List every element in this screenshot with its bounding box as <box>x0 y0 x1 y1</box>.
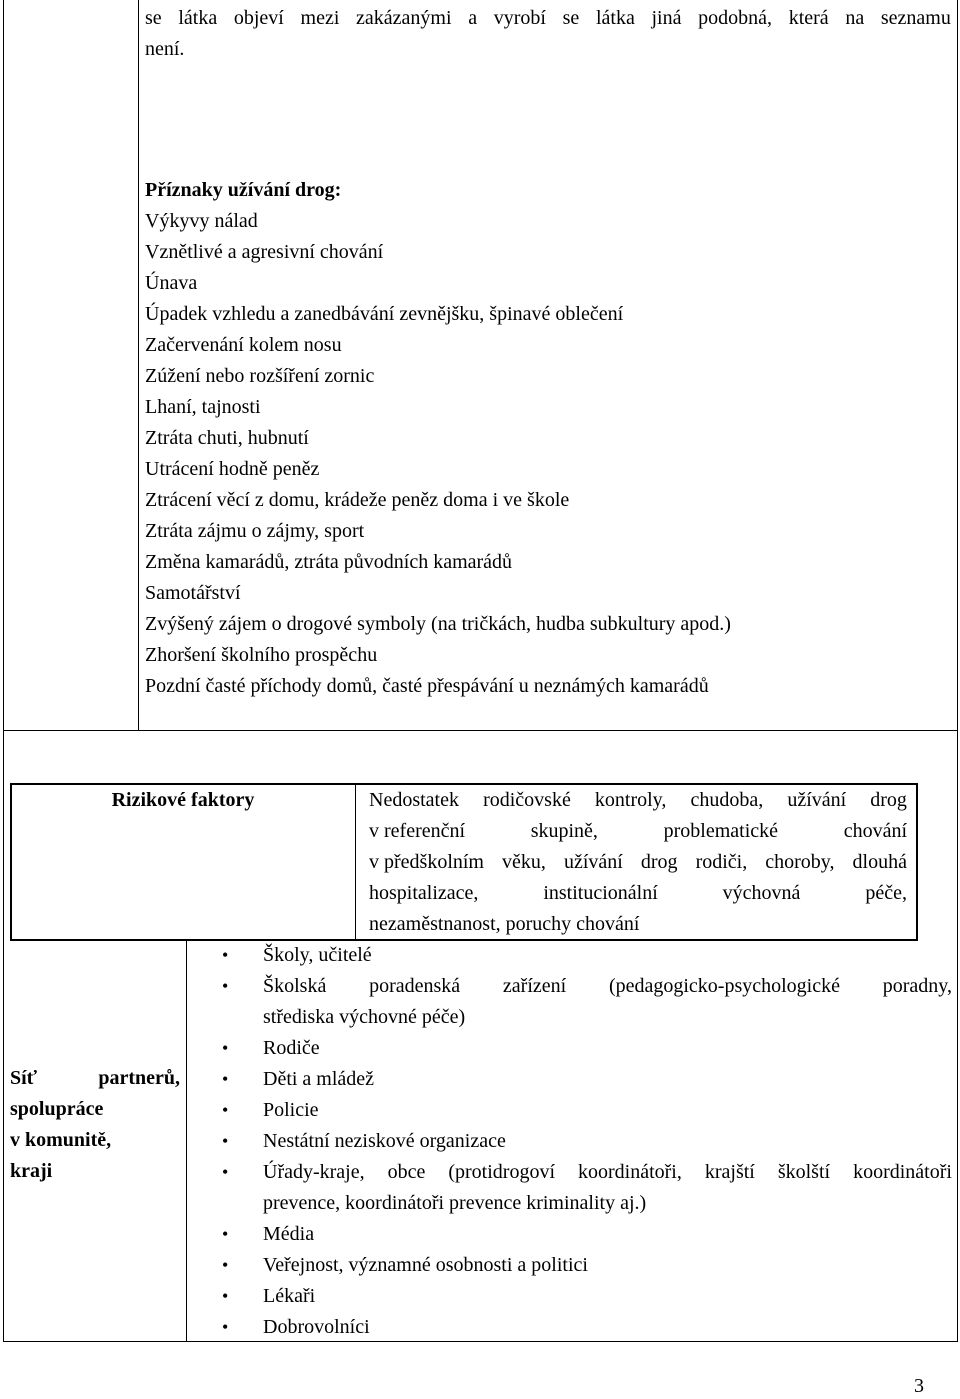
word: zakázanými <box>356 7 452 29</box>
partner-item <box>222 1219 952 1250</box>
word: choroby, <box>765 851 835 873</box>
word: institucionální <box>543 882 658 904</box>
risk-factors-line <box>369 847 907 878</box>
symptom-item: Lhaní, tajnosti <box>145 396 261 418</box>
network-label-line: v komunitě, <box>10 1129 112 1151</box>
lower-table-border-right <box>957 731 958 1342</box>
table-row-divider <box>3 730 958 731</box>
partner-item <box>222 1033 952 1064</box>
symptom-item: Změna kamarádů, ztráta původních kamarádů <box>145 551 513 573</box>
symptom-item: Ztrácení věcí z domu, krádeže peněz doma i ve škole <box>145 489 570 511</box>
symptom-item: Ztráta chuti, hubnutí <box>145 427 309 449</box>
intro-line-1 <box>145 3 951 34</box>
bullet-icon: • <box>222 1224 229 1244</box>
symptom-item: Ztráta zájmu o zájmy, sport <box>145 520 365 542</box>
risk-factors-text <box>369 785 907 940</box>
partner-item <box>222 1095 952 1126</box>
word: zařízení <box>502 975 567 997</box>
symptom-item: Úpadek vzhledu a zanedbávání zevnějšku, špinavé oblečení <box>145 303 624 325</box>
network-label <box>10 1063 180 1187</box>
partner-item-line: Rodiče <box>263 1037 320 1059</box>
word: drog <box>640 851 678 873</box>
risk-factors-line <box>369 785 907 816</box>
partner-item-line: Veřejnost, významné osobnosti a politici <box>263 1254 588 1276</box>
bullet-icon: • <box>222 945 229 965</box>
partner-item <box>222 1157 952 1219</box>
bullet-icon: • <box>222 1069 229 1089</box>
bullet-icon: • <box>222 1317 229 1337</box>
word: skupině, <box>530 820 598 842</box>
word: mezi <box>300 7 340 29</box>
symptom-item: Vznětlivé a agresivní chování <box>145 241 384 263</box>
risk-factors-line <box>369 878 907 909</box>
bullet-icon: • <box>222 1286 229 1306</box>
partner-item-line <box>263 1157 952 1188</box>
bullet-icon: • <box>222 976 229 996</box>
word: vyrobí <box>493 7 546 29</box>
word: chudoba, <box>690 789 764 811</box>
partner-item-line: Média <box>263 1223 315 1245</box>
symptom-item: Utrácení hodně peněz <box>145 458 320 480</box>
word: koordinátoři, <box>578 1161 682 1183</box>
table-border-left <box>3 0 4 731</box>
network-column-divider <box>186 941 187 1342</box>
symptoms-list <box>145 206 731 702</box>
partner-item-line: Děti a mládež <box>263 1068 375 1090</box>
symptom-item: Pozdní časté příchody domů, časté přespávání u neznámých kamarádů <box>145 675 709 697</box>
bullet-icon: • <box>222 1162 229 1182</box>
network-label-line: spolupráce <box>10 1098 104 1120</box>
partner-item <box>222 971 952 1033</box>
word: Síť <box>10 1067 38 1089</box>
table-column-divider <box>138 0 139 731</box>
bullet-icon: • <box>222 1131 229 1151</box>
word: hospitalizace, <box>369 882 479 904</box>
risk-factors-label: Rizikové faktory <box>111 789 255 811</box>
word: seznamu <box>880 7 951 29</box>
partner-item-line: prevence, koordinátoři prevence kriminality aj.) <box>263 1192 647 1214</box>
risk-factors-line <box>369 816 907 847</box>
word: (protidrogoví <box>448 1161 556 1183</box>
word: rodiči, <box>695 851 748 873</box>
word: poradny, <box>882 975 952 997</box>
bullet-icon: • <box>222 1038 229 1058</box>
intro-line-2: není. <box>145 38 185 60</box>
partner-item-line: střediska výchovné péče) <box>263 1006 466 1028</box>
word: se <box>562 7 580 29</box>
lower-table-border-left <box>3 731 4 1342</box>
word: látka <box>595 7 635 29</box>
word: partnerů, <box>98 1067 180 1089</box>
word: na <box>845 7 865 29</box>
page-number: 3 <box>914 1375 924 1397</box>
partner-item-line: Nestátní neziskové organizace <box>263 1130 506 1152</box>
word: Nedostatek <box>369 789 459 811</box>
word: Školská <box>263 975 327 997</box>
partner-item-line: Dobrovolníci <box>263 1316 370 1338</box>
symptom-item: Začervenání kolem nosu <box>145 334 342 356</box>
network-label-line: kraji <box>10 1160 53 1182</box>
word: objeví <box>233 7 284 29</box>
word: užívání <box>787 789 847 811</box>
partner-item <box>222 1281 952 1312</box>
word: rodičovské <box>483 789 571 811</box>
partner-item-line <box>263 971 952 1002</box>
word: chování <box>843 820 907 842</box>
word: výchovná <box>722 882 801 904</box>
table-border-right <box>957 0 958 731</box>
word: věku, <box>502 851 546 873</box>
word: problematické <box>663 820 779 842</box>
partner-item <box>222 940 952 971</box>
partner-item-line: Lékaři <box>263 1285 316 1307</box>
word: a <box>468 7 478 29</box>
word: obce <box>387 1161 426 1183</box>
word: v předškolním <box>369 851 484 873</box>
word: užívání <box>563 851 623 873</box>
word: podobná, <box>698 7 773 29</box>
partner-item <box>222 1312 952 1343</box>
word: kontroly, <box>594 789 667 811</box>
partner-item <box>222 1064 952 1095</box>
network-label-line <box>10 1063 180 1094</box>
word: poradenská <box>369 975 461 997</box>
word: péče, <box>865 882 907 904</box>
word: koordinátoři <box>853 1161 952 1183</box>
word: krajští <box>704 1161 755 1183</box>
bullet-icon: • <box>222 1100 229 1120</box>
word: školští <box>777 1161 831 1183</box>
partners-list <box>222 940 952 1343</box>
word: dlouhá <box>852 851 907 873</box>
symptom-item: Výkyvy nálad <box>145 210 258 232</box>
word: jiná <box>651 7 682 29</box>
intro-paragraph <box>145 3 951 65</box>
word: látka <box>178 7 218 29</box>
partner-item <box>222 1250 952 1281</box>
risk-factors-line: nezaměstnanost, poruchy chování <box>369 913 640 935</box>
symptoms-heading: Příznaky užívání drog: <box>145 179 342 201</box>
word: drog <box>870 789 907 811</box>
partner-item-line: Policie <box>263 1099 319 1121</box>
partner-item <box>222 1126 952 1157</box>
bullet-icon: • <box>222 1255 229 1275</box>
partner-item-line: Školy, učitelé <box>263 944 372 966</box>
symptom-item: Zúžení nebo rozšíření zornic <box>145 365 375 387</box>
symptom-item: Samotářství <box>145 582 241 604</box>
word: která <box>788 7 829 29</box>
word: v referenční <box>369 820 466 842</box>
word: (pedagogicko-psychologické <box>608 975 840 997</box>
symptom-item: Únava <box>145 272 198 294</box>
symptom-item: Zvýšený zájem o drogové symboly (na tričkách, hudba subkultury apod.) <box>145 613 731 635</box>
risk-table-right <box>916 783 918 941</box>
word: Úřady-kraje, <box>263 1161 365 1183</box>
symptom-item: Zhoršení školního prospěchu <box>145 644 378 666</box>
word: se <box>145 7 162 29</box>
